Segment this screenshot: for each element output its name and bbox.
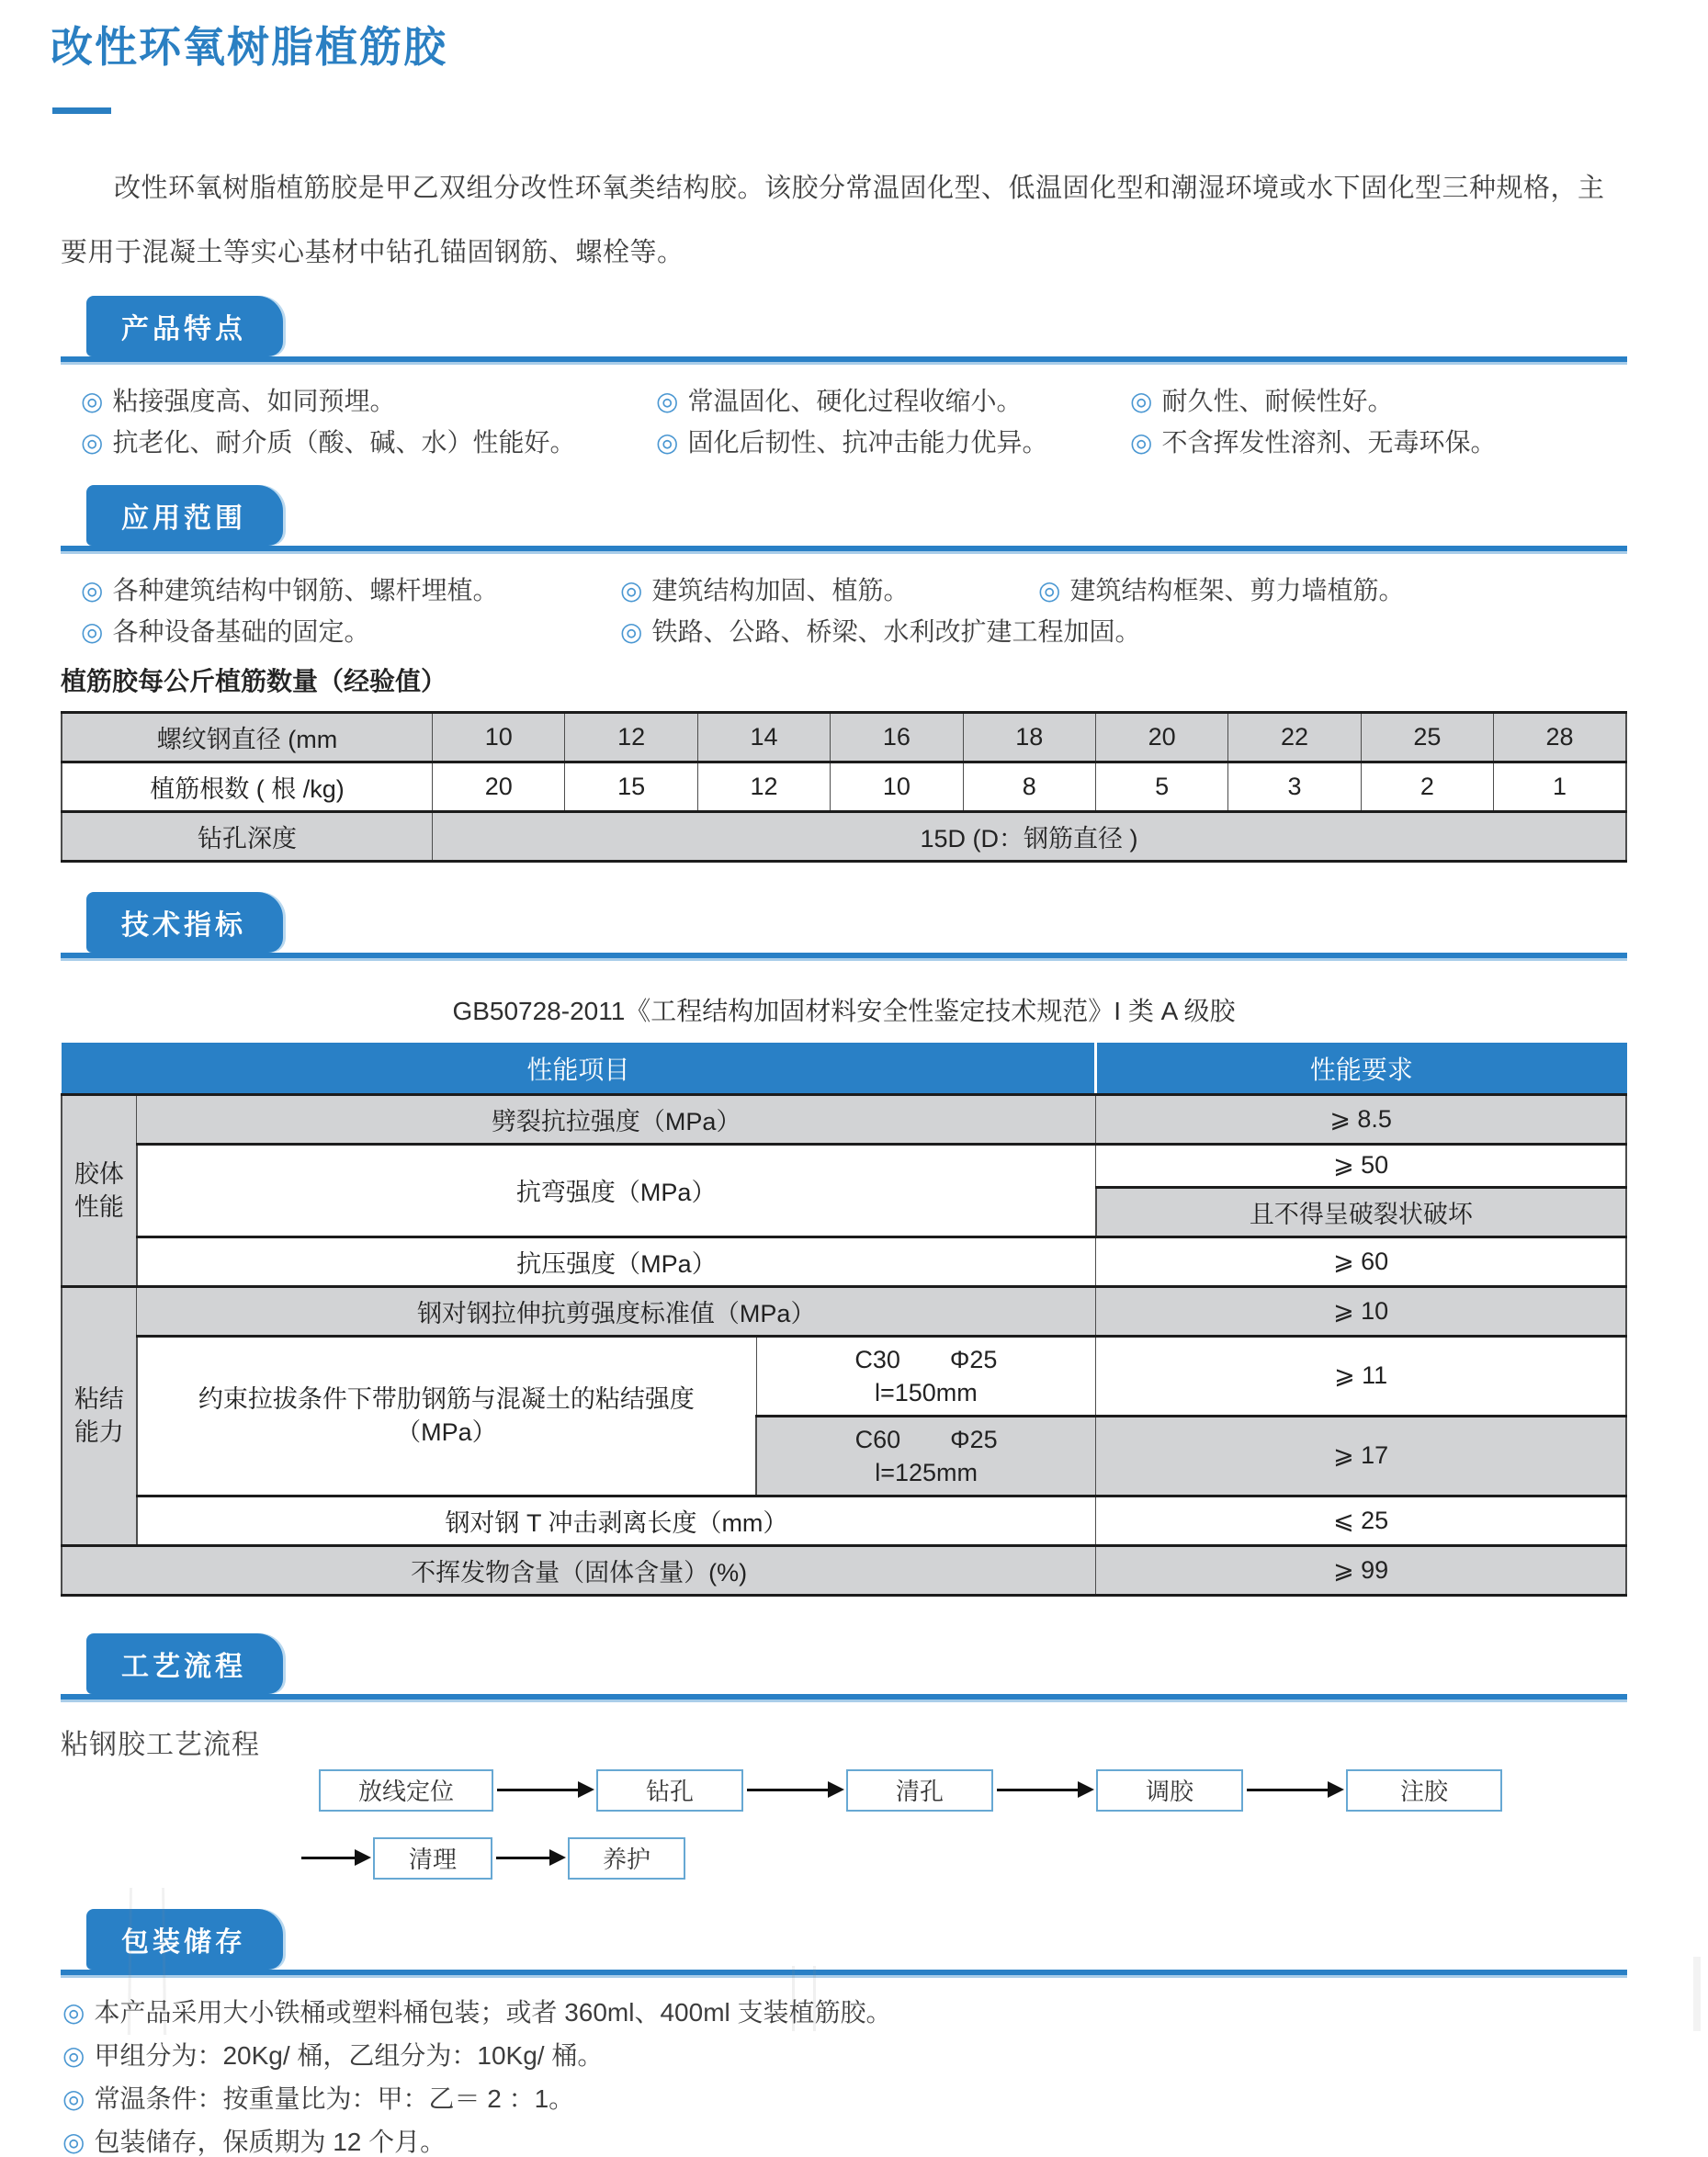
diameter-cell: 20 — [1095, 712, 1227, 762]
feature-item — [81, 386, 656, 416]
arrow-right-icon — [747, 1789, 830, 1791]
bullseye-bullet-icon: ◎ — [62, 2127, 85, 2156]
intro-paragraph: 改性环氧树脂植筋胶是甲乙双组分改性环氧类结构胶。该胶分常温固化型、低温固化型和潮湿环境或水下固化型三种规格，主要用于混凝土等实心基材中钻孔锚固钢筋、螺栓等。 — [61, 173, 1605, 267]
group-label: 粘结能力 — [74, 1385, 124, 1447]
section-badge-features: 产品特点 — [86, 296, 283, 356]
bullseye-bullet-icon: ◎ — [620, 616, 643, 646]
flow-step-clean-hole: 清孔 — [846, 1769, 993, 1812]
arrow-right-icon — [1247, 1789, 1329, 1791]
req-bond-c30: ⩾ 11 — [1096, 1336, 1626, 1416]
drill-depth-value: 15D (D：钢筋直径 ) — [433, 811, 1626, 861]
bullseye-bullet-icon: ◎ — [1038, 575, 1061, 604]
storage-list — [61, 1997, 1627, 2157]
section-header-storage — [61, 1909, 1627, 1975]
section-badge-process: 工艺流程 — [86, 1633, 283, 1694]
application-item — [620, 575, 1038, 605]
req-bond-c60: ⩾ 17 — [1096, 1416, 1626, 1496]
bullseye-bullet-icon: ◎ — [81, 575, 104, 604]
diameter-cell: 22 — [1228, 712, 1361, 762]
bullseye-bullet-icon: ◎ — [81, 427, 104, 457]
bullseye-bullet-icon: ◎ — [1130, 427, 1153, 457]
property-nonvolatile: 不挥发物含量（固体含量）(%) — [62, 1545, 1096, 1595]
bullseye-bullet-icon: ◎ — [81, 386, 104, 415]
application-item — [81, 575, 620, 605]
tech-table-caption: GB50728-2011《工程结构加固材料安全性鉴定技术规范》I 类 A 级胶 — [452, 996, 1236, 1025]
property-steel-shear: 钢对钢拉伸抗剪强度标准值（MPa） — [137, 1286, 1096, 1336]
req-flexural: ⩾ 50 — [1096, 1144, 1626, 1187]
section-badge-storage: 包装储存 — [86, 1909, 283, 1970]
process-flow-row-1 — [319, 1769, 1627, 1812]
storage-item — [62, 2084, 1627, 2114]
req-split-tensile: ⩾ 8.5 — [1096, 1094, 1626, 1144]
group-label: 胶体性能 — [74, 1159, 124, 1221]
rebar-row3-label: 钻孔深度 — [62, 811, 433, 861]
technical-specs-table — [61, 1043, 1627, 1597]
condition-c60 — [756, 1416, 1096, 1496]
feature-text: 固化后韧性、抗冲击能力优异。 — [687, 427, 1048, 457]
section-badge-applications: 应用范围 — [86, 485, 283, 546]
count-cell: 1 — [1494, 762, 1626, 811]
tech-header-requirement: 性能要求 — [1096, 1043, 1626, 1094]
feature-text: 粘接强度高、如同预埋。 — [112, 386, 396, 415]
feature-item — [1130, 386, 1627, 416]
diameter-cell: 12 — [565, 712, 697, 762]
application-text: 各种设备基础的固定。 — [112, 616, 370, 646]
bullseye-bullet-icon: ◎ — [1130, 386, 1153, 415]
condition-c30 — [756, 1336, 1096, 1416]
condition-c60-line2: l=125mm — [875, 1458, 978, 1486]
group-bonding-capability — [62, 1286, 137, 1545]
section-header-specs — [61, 892, 1627, 958]
condition-c30-line1: C30 Φ25 — [854, 1345, 998, 1373]
condition-c30-line2: l=150mm — [874, 1378, 978, 1406]
req-steel-shear: ⩾ 10 — [1096, 1286, 1626, 1336]
feature-item — [1130, 427, 1627, 457]
property-flexural: 抗弯强度（MPa） — [137, 1144, 1096, 1237]
count-cell: 8 — [963, 762, 1095, 811]
bullseye-bullet-icon: ◎ — [81, 616, 104, 646]
req-t-impact-peel: ⩽ 25 — [1096, 1496, 1626, 1545]
arrow-right-icon — [997, 1789, 1080, 1791]
storage-item — [62, 1997, 1627, 2027]
application-item — [620, 616, 1141, 647]
features-list — [61, 386, 1627, 457]
diameter-cell: 10 — [433, 712, 565, 762]
bullseye-bullet-icon: ◎ — [62, 2040, 85, 2070]
property-t-impact-peel: 钢对钢 T 冲击剥离长度（mm） — [137, 1496, 1096, 1545]
bullseye-bullet-icon: ◎ — [656, 386, 679, 415]
process-flow-label: 粘钢胶工艺流程 — [61, 1729, 260, 1760]
count-cell: 10 — [831, 762, 963, 811]
feature-text: 常温固化、硬化过程收缩小。 — [687, 386, 1023, 415]
property-bond-strength-line1: 约束拉拔条件下带肋钢筋与混凝土的粘结强度 — [198, 1385, 695, 1414]
property-split-tensile: 劈裂抗拉强度（MPa） — [137, 1094, 1096, 1144]
section-header-features — [61, 296, 1627, 362]
storage-item — [62, 2040, 1627, 2071]
feature-text: 不含挥发性溶剂、无毒环保。 — [1161, 427, 1497, 457]
bullseye-bullet-icon: ◎ — [62, 1997, 85, 2027]
storage-text: 常温条件：按重量比为：甲：乙＝ 2 ：1。 — [94, 2084, 575, 2113]
storage-text: 甲组分为：20Kg/ 桶，乙组分为：10Kg/ 桶。 — [94, 2040, 604, 2070]
req-flexural-note: 且不得呈破裂状破坏 — [1096, 1187, 1626, 1237]
diameter-cell: 28 — [1494, 712, 1626, 762]
application-text: 各种建筑结构中钢筋、螺杆埋植。 — [112, 575, 499, 604]
rebar-row2-label: 植筋根数 ( 根 /kg) — [62, 762, 433, 811]
flow-step-cleanup: 清理 — [373, 1837, 492, 1880]
application-item — [1038, 575, 1627, 605]
application-text: 铁路、公路、桥梁、水利改扩建工程加固。 — [651, 616, 1141, 646]
feature-item — [656, 386, 1130, 416]
req-nonvolatile: ⩾ 99 — [1096, 1545, 1626, 1595]
bullseye-bullet-icon: ◎ — [656, 427, 679, 457]
property-bond-strength-line2: （MPa） — [396, 1418, 497, 1447]
title-underline-dash — [52, 107, 111, 114]
bullseye-bullet-icon: ◎ — [620, 575, 643, 604]
count-cell: 15 — [565, 762, 697, 811]
condition-c60-line1: C60 Φ25 — [854, 1425, 998, 1453]
storage-text: 本产品采用大小铁桶或塑料桶包装；或者 360ml、400ml 支装植筋胶。 — [94, 1997, 892, 2027]
count-cell: 2 — [1361, 762, 1493, 811]
count-cell: 12 — [697, 762, 830, 811]
count-cell: 20 — [433, 762, 565, 811]
flow-step-layout: 放线定位 — [319, 1769, 493, 1812]
rebar-quantity-table — [61, 711, 1627, 863]
page-title: 改性环氧树脂植筋胶 — [51, 23, 447, 71]
diameter-cell: 14 — [697, 712, 830, 762]
flow-step-drill: 钻孔 — [596, 1769, 743, 1812]
flow-step-mix-glue: 调胶 — [1096, 1769, 1243, 1812]
group-glue-performance — [62, 1094, 137, 1286]
property-compressive: 抗压强度（MPa） — [137, 1237, 1096, 1286]
feature-item — [81, 427, 656, 457]
property-bond-strength — [137, 1336, 756, 1496]
process-flow-row-2 — [301, 1837, 1627, 1880]
req-compressive: ⩾ 60 — [1096, 1237, 1626, 1286]
feature-text: 抗老化、耐介质（酸、碱、水）性能好。 — [112, 427, 576, 457]
rebar-row1-label: 螺纹钢直径 (mm — [62, 712, 433, 762]
application-text: 建筑结构框架、剪力墙植筋。 — [1069, 575, 1405, 604]
diameter-cell: 18 — [963, 712, 1095, 762]
count-cell: 3 — [1228, 762, 1361, 811]
rebar-table-caption: 植筋胶每公斤植筋数量（经验值） — [61, 666, 447, 695]
tech-header-item: 性能项目 — [62, 1043, 1096, 1094]
arrow-right-icon — [301, 1857, 356, 1859]
arrow-right-icon — [496, 1857, 551, 1859]
feature-text: 耐久性、耐候性好。 — [1161, 386, 1394, 415]
storage-item — [62, 2127, 1627, 2157]
storage-text: 包装储存，保质期为 12 个月。 — [94, 2127, 447, 2156]
flow-step-curing: 养护 — [568, 1837, 685, 1880]
applications-list — [61, 575, 1627, 647]
flow-step-inject-glue: 注胶 — [1346, 1769, 1502, 1812]
section-header-process — [61, 1633, 1627, 1700]
application-item — [81, 616, 620, 647]
bullseye-bullet-icon: ◎ — [62, 2084, 85, 2113]
feature-item — [656, 427, 1130, 457]
arrow-right-icon — [497, 1789, 580, 1791]
diameter-cell: 16 — [831, 712, 963, 762]
application-text: 建筑结构加固、植筋。 — [651, 575, 910, 604]
diameter-cell: 25 — [1361, 712, 1493, 762]
section-badge-specs: 技术指标 — [86, 892, 283, 953]
count-cell: 5 — [1095, 762, 1227, 811]
section-header-applications — [61, 485, 1627, 551]
